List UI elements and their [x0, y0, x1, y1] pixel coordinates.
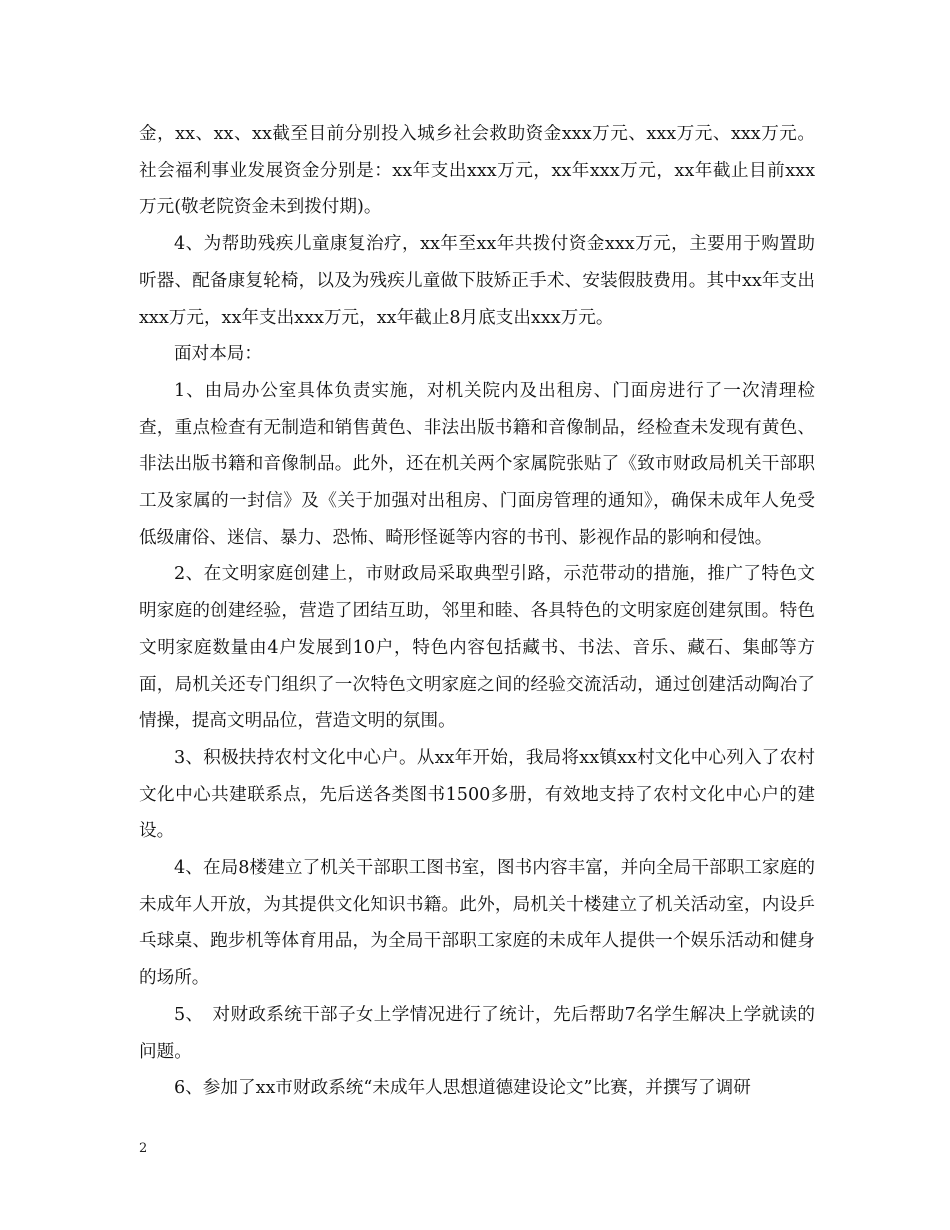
- paragraph-9: 6、参加了xx市财政系统“未成年人思想道德建设论文”比赛，并撰写了调研: [174, 1078, 751, 1099]
- document-body: [139, 116, 815, 1107]
- paragraph-1: 金，xx、xx、xx截至目前分别投入城乡社会救助资金xxx万元、xxx万元、xxx万元。社会福利事业发展资金分别是：xx年支出xxx万元，xx年xxx万元，xx年截止目前xxx万元(敬老院资金未到拨付期)。: [139, 124, 815, 218]
- paragraph-6: 3、积极扶持农村文化中心户。从xx年开始，我局将xx镇xx村文化中心列入了农村文化中心共建联系点，先后送各类图书1500多册，有效地支持了农村文化中心户的建设。: [139, 747, 815, 842]
- page-number: 2: [139, 1141, 148, 1156]
- paragraph-7: 4、在局8楼建立了机关干部职工图书室，图书内容丰富，并向全局干部职工家庭的未成年人开放，为其提供文化知识书籍。此外，局机关十楼建立了机关活动室，内设乒乓球桌、跑步机等体育用品，为全局干部职工家庭的未成年人提供一个娱乐活动和健身的场所。: [139, 858, 815, 989]
- paragraph-5: 2、在文明家庭创建上，市财政局采取典型引路，示范带动的措施，推广了特色文明家庭的创建经验，营造了团结互助，邻里和睦、各具特色的文明家庭创建氛围。特色文明家庭数量由4户发展到10户，特色内容包括藏书、书法、音乐、藏石、集邮等方面，局机关还专门组织了一次特色文明家庭之间的经验交流活动，通过创建活动陶冶了情操，提高文明品位，营造文明的氛围。: [139, 564, 815, 732]
- paragraph-8: 5、 对财政系统干部子女上学情况进行了统计，先后帮助7名学生解决上学就读的问题。: [139, 1004, 815, 1062]
- paragraph-4: 1、由局办公室具体负责实施，对机关院内及出租房、门面房进行了一次清理检查，重点检查有无制造和销售黄色、非法出版书籍和音像制品，经检查未发现有黄色、非法出版书籍和音像制品。此外，还在机关两个家属院张贴了《致市财政局机关干部职工及家属的一封信》及《关于加强对出租房、门面房管理的通知》，确保未成年人免受低级庸俗、迷信、暴力、恐怖、畸形怪诞等内容的书刊、影视作品的影响和侵蚀。: [139, 380, 815, 548]
- paragraph-2: 4、为帮助残疾儿童康复治疗，xx年至xx年共拨付资金xxx万元，主要用于购置助听器、配备康复轮椅，以及为残疾儿童做下肢矫正手术、安装假肢费用。其中xx年支出xxx万元，xx年支出xxx万元，xx年截止8月底支出xxx万元。: [139, 234, 815, 328]
- paragraph-3: 面对本局：: [174, 344, 262, 365]
